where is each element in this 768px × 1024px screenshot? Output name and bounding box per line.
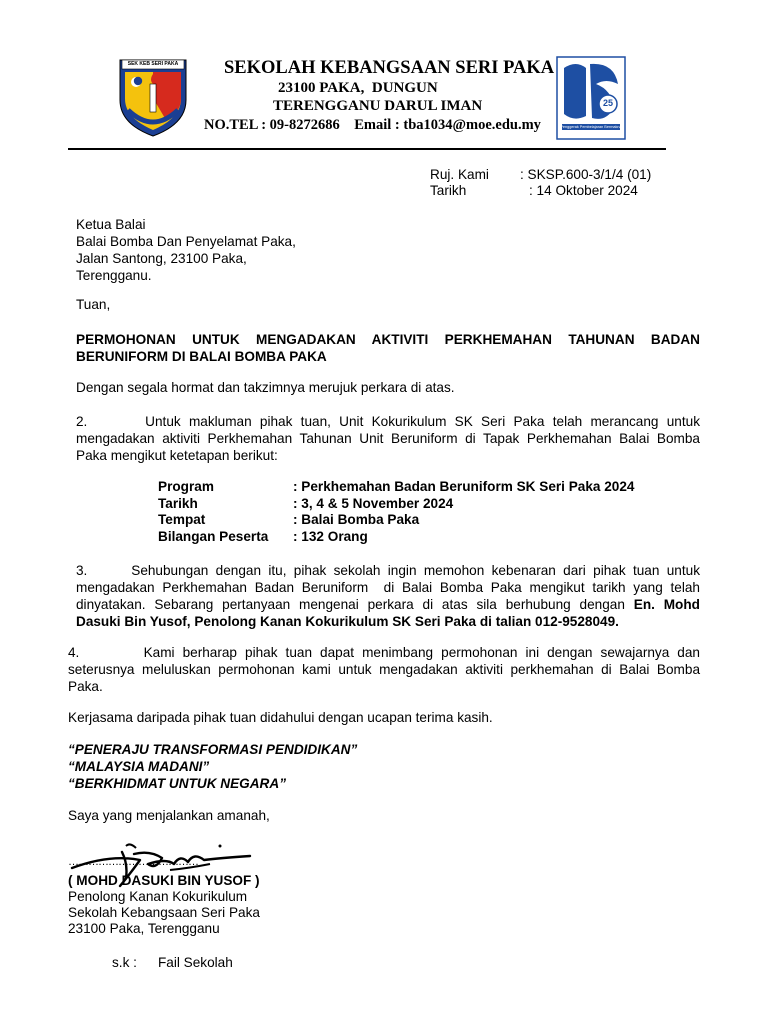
detail-row-venue xyxy=(158,512,635,529)
paragraph-2-line-1: 2. Untuk makluman pihak tuan, Unit Kokurikulum SK Seri Paka telah merancang untuk xyxy=(76,414,700,429)
detail-value: : Perkhemahan Badan Beruniform SK Seri Paka 2024 xyxy=(293,479,635,494)
detail-value: : 132 Orang xyxy=(293,528,368,544)
contact-line: NO.TEL : 09-8272686 Email : tba1034@moe.edu.my xyxy=(204,117,541,133)
paragraph-1: Dengan segala hormat dan takzimnya merujuk perkara di atas. xyxy=(76,380,455,395)
letterhead-divider xyxy=(68,148,666,150)
event-details xyxy=(158,479,635,545)
signatory-address: 23100 Paka, Terengganu xyxy=(68,921,220,936)
detail-row-date xyxy=(158,496,635,513)
reference-block xyxy=(430,167,651,199)
detail-key: Tarikh xyxy=(158,495,198,511)
paragraph-4-line-2: seterusnya meluluskan permohonan kami untuk mengadakan aktiviti perkhemahan di Balai Bomba xyxy=(68,662,700,677)
copy-to-label: s.k : xyxy=(112,955,137,970)
detail-value: : Balai Bomba Paka xyxy=(293,512,420,527)
motto-line-1: “PENERAJU TRANSFORMASI PENDIDIKAN” xyxy=(68,742,358,757)
recipient-address xyxy=(76,216,296,284)
motto-line-2: “MALAYSIA MADANI” xyxy=(68,759,210,774)
detail-value: : 3, 4 & 5 November 2024 xyxy=(293,495,454,511)
detail-key: Program xyxy=(158,479,214,494)
contact-person-name: En. Mohd xyxy=(633,597,700,612)
detail-key: Bilangan Peserta xyxy=(158,528,269,544)
signatory-block xyxy=(68,873,260,937)
anniversary-number: 25 xyxy=(602,98,613,108)
paragraph-3-line-3-text: dinyatakan. Sebarang pertanyaan mengenai perkara di atas sila berhubung dengan xyxy=(76,597,634,612)
salutation: Tuan, xyxy=(76,297,111,312)
subject-line-1: PERMOHONAN UNTUK MENGADAKAN AKTIVITI PERKHEMAHAN TAHUNAN BADAN xyxy=(76,332,700,347)
date-label: Tarikh xyxy=(430,183,467,198)
paragraph-3-line-4: Dasuki Bin Yusof, Penolong Kanan Kokurikulum SK Seri Paka di talian 012-9528049. xyxy=(76,614,619,629)
ref-value: : SKSP.600-3/1/4 (01) xyxy=(520,167,652,182)
paragraph-3-line-1: 3. Sehubungan dengan itu, pihak sekolah ingin memohon kebenaran dari pihak tuan untuk xyxy=(76,563,700,578)
signatory-school: Sekolah Kebangsaan Seri Paka xyxy=(68,905,260,920)
paragraph-3-line-2: mengadakan Perkhemahan Badan Beruniform di Balai Bomba Paka mengikut tarikh yang telah xyxy=(76,580,700,595)
subject-line-2: BERUNIFORM DI BALAI BOMBA PAKA xyxy=(76,349,327,364)
recipient-line-3: Jalan Santong, 23100 Paka, xyxy=(76,251,247,266)
paragraph-5: Kerjasama daripada pihak tuan didahului dengan ucapan terima kasih. xyxy=(68,710,493,725)
subject-heading xyxy=(76,331,700,365)
signatory-name: ( MOHD DASUKI BIN YUSOF ) xyxy=(68,873,260,888)
detail-row-program xyxy=(158,479,635,496)
paragraph-2-line-2: mengadakan aktiviti Perkhemahan Tahunan Unit Beruniform di Tapak Perkhemahan Balai Bomba xyxy=(76,431,700,446)
detail-key: Tempat xyxy=(158,512,206,527)
paragraph-4 xyxy=(68,644,700,695)
paragraph-2-line-3: Paka mengikut ketetapan berikut: xyxy=(76,448,278,463)
motto-line-3: “BERKHIDMAT UNTUK NEGARA” xyxy=(68,776,286,791)
signatory-title: Penolong Kanan Kokurikulum xyxy=(68,889,248,904)
paragraph-3 xyxy=(76,562,700,630)
anniversary-caption: Penggerak Pembelajaran Bermakna xyxy=(560,125,622,129)
school-name: SEKOLAH KEBANGSAAN SERI PAKA xyxy=(224,58,555,78)
paragraph-4-line-1: 4. Kami berharap pihak tuan dapat menimbang permohonan ini dengan sewajarnya dan xyxy=(68,645,700,660)
paragraph-4-line-3: Paka. xyxy=(68,679,103,694)
closing-phrase: Saya yang menjalankan amanah, xyxy=(68,808,270,823)
recipient-line-4: Terengganu. xyxy=(76,268,152,283)
crest-banner-text: SEK KEB SERI PAKA xyxy=(127,61,179,67)
ref-label: Ruj. Kami xyxy=(430,167,489,182)
copy-to-value: Fail Sekolah xyxy=(158,955,233,970)
date-value: : 14 Oktober 2024 xyxy=(529,183,638,198)
address-line-1: 23100 PAKA, DUNGUN xyxy=(278,80,438,96)
address-line-2: TERENGGANU DARUL IMAN xyxy=(273,98,483,114)
detail-row-participants xyxy=(158,529,635,546)
motto-block xyxy=(68,741,357,792)
paragraph-2 xyxy=(76,413,700,464)
signature-dots: ………………………………… xyxy=(68,856,198,868)
paragraph-3-line-3 xyxy=(76,596,700,613)
recipient-line-1: Ketua Balai xyxy=(76,217,146,232)
recipient-line-2: Balai Bomba Dan Penyelamat Paka, xyxy=(76,234,296,249)
